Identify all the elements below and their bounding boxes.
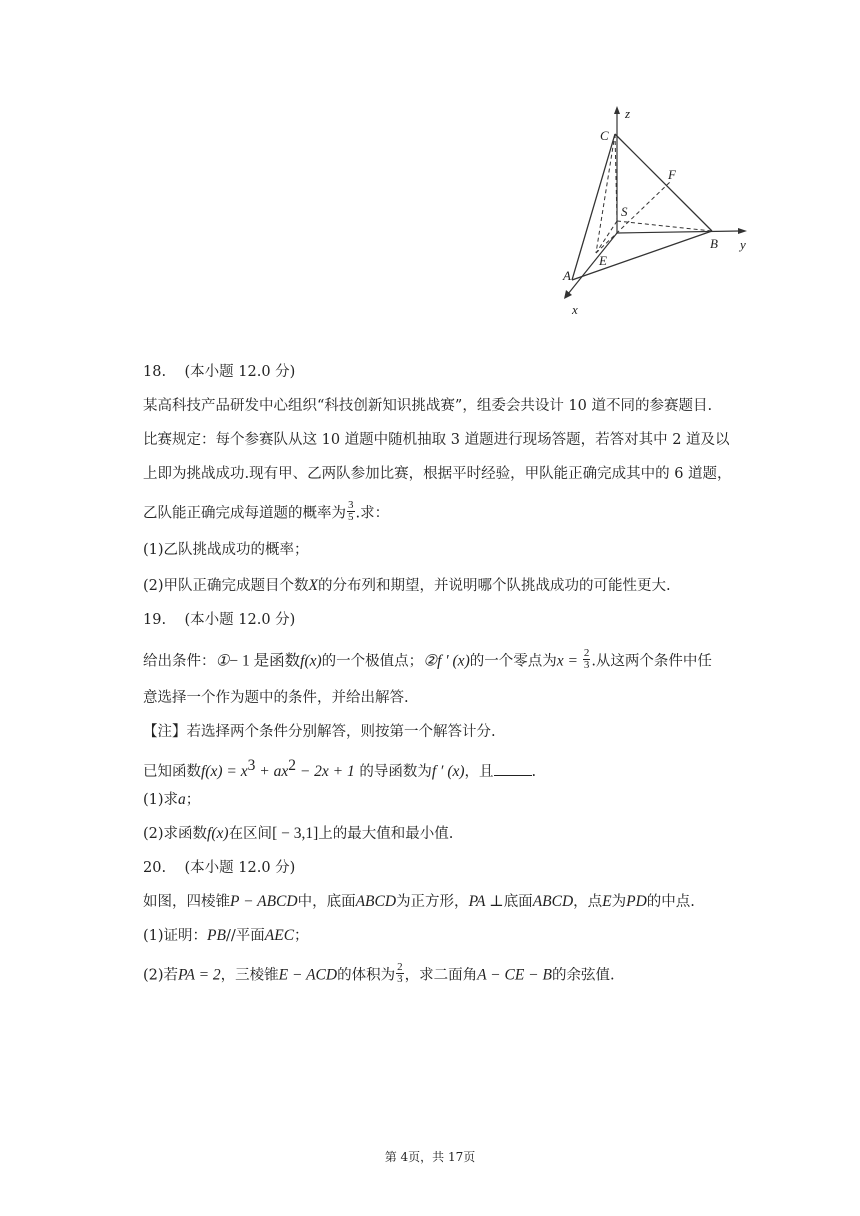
- q18-line2: 比赛规定：每个参赛队从这 10 道题中随机抽取 3 道题进行现场答题，若答对其中 2 道及以: [143, 432, 730, 448]
- label-S: S: [621, 204, 628, 219]
- label-F: F: [668, 167, 676, 182]
- q18-number: 18.: [143, 364, 167, 380]
- x-axis: [568, 233, 617, 294]
- fraction-2-3: $\frac{2}{3}$: [583, 647, 590, 671]
- q19-line2: 意选择一个作为题中的条件，并给出解答.: [143, 690, 409, 706]
- q18-line1: 某高科技产品研发中心组织“科技创新知识挑战赛”，组委会共设计 10 道不同的参赛题目.: [143, 398, 713, 414]
- edge-SB: [617, 221, 712, 231]
- label-z: z: [625, 106, 631, 121]
- q20-part2: (2)若PA = 2，三棱锥E − ACD的体积为 $\frac{2}{3}$ ，求二面角A − CE − B的余弦值.: [143, 961, 615, 985]
- label-y: y: [740, 237, 746, 252]
- edge-CE: [596, 134, 615, 253]
- q19-part2: (2)求函数f(x)在区间[ − 3,1]上的最大值和最小值.: [143, 825, 454, 842]
- edge-EF: [596, 182, 670, 253]
- q18-line4: 乙队能正确完成每道题的概率为 $\frac{3}{5}$ .求：: [143, 499, 390, 523]
- label-B: B: [710, 236, 718, 251]
- q19-number: 19.: [143, 612, 167, 628]
- q18-line3: 上即为挑战成功.现有甲、乙两队参加比赛，根据平时经验，甲队能正确完成其中的 6 道题，: [143, 466, 732, 482]
- q20-part1: (1)证明：PB//平面AEC；: [143, 927, 309, 944]
- tetrahedron-diagram: [552, 98, 762, 320]
- y-axis: [617, 231, 740, 233]
- label-C: C: [600, 128, 609, 143]
- answer-blank: [494, 761, 532, 776]
- q20-line1: 如图，四棱锥P − ABCD中，底面ABCD为正方形，PA ⊥底面ABCD，点E为PD的中点.: [143, 893, 695, 910]
- z-arrow: [614, 106, 620, 114]
- q18-header: [143, 362, 295, 382]
- q20-score: (本小题 12.0 分): [184, 860, 296, 876]
- label-x: x: [572, 302, 578, 317]
- q20-header: [143, 858, 295, 878]
- q19-score: (本小题 12.0 分): [184, 612, 296, 628]
- page-footer: 第 4页，共 17页: [384, 1150, 476, 1164]
- fraction-3-5: $\frac{3}{5}$: [348, 499, 354, 523]
- q18-part2: (2)甲队正确完成题目个数X的分布列和期望，并说明哪个队挑战成功的可能性更大.: [143, 577, 671, 594]
- q19-note: 【注】若选择两个条件分别解答，则按第一个解答计分.: [143, 724, 496, 740]
- q18-score: (本小题 12.0 分): [184, 364, 296, 380]
- fraction-2-3-b: $\frac{2}{3}$: [397, 961, 403, 985]
- q18-part1: (1)乙队挑战成功的概率；: [143, 542, 309, 558]
- label-A: A: [563, 268, 571, 283]
- q19-part1: (1)求a；: [143, 791, 201, 808]
- y-arrow: [738, 228, 747, 234]
- edge-CA: [572, 134, 615, 280]
- edge-AB: [572, 231, 712, 280]
- label-E: E: [599, 253, 607, 268]
- q19-header: [143, 610, 295, 630]
- q19-line4: 已知函数$f(x) = x^3 + ax^2 - 2x + 1$ 的导函数为f ′ (x)，且 .: [143, 757, 537, 780]
- q19-line1: 给出条件：①− 1 是函数f(x)的一个极值点；②f ′ (x)的一个零点为x = $\frac{2}{3}$ .从这两个条件中任: [143, 647, 712, 671]
- tetrahedron-figure: [552, 98, 762, 320]
- q20-number: 20.: [143, 860, 167, 876]
- edge-CB: [615, 134, 712, 231]
